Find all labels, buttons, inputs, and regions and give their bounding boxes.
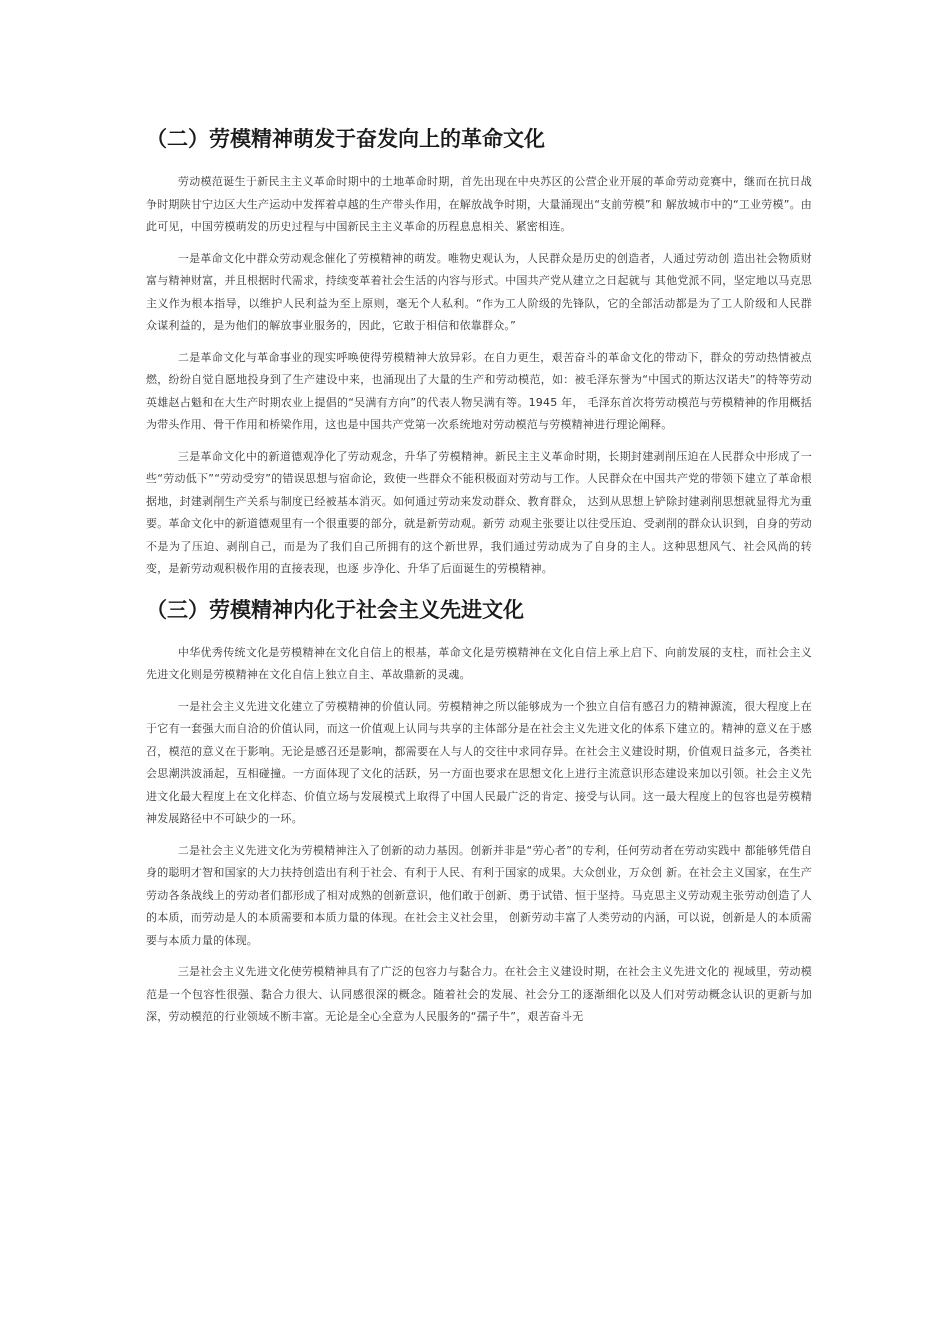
section-heading-2: （二）劳模精神萌发于奋发向上的革命文化 (146, 127, 545, 151)
paragraph: 中华优秀传统文化是劳模精神在文化自信上的根基，革命文化是劳模精神在文化自信上承上启下、向前发展的支柱，而社会主义先进文化则是劳模精神在文化自信上独立自主、革故鼎新的灵魂。 (146, 645, 812, 681)
paragraph: 三是社会主义先进文化使劳模精神具有了广泛的包容力与黏合力。在社会主义建设时期，在社会主义先进文化的 视域里，劳动模范是一个包容性很强、黏合力很大、认同感很深的概念。随着社会的发展、社会分工的逐渐细化以及人们对劳动概念认识的更新与加深，劳动模范的行业领域不断丰富。无论是全心全意为人民服务的“孺子牛”，艰苦奋斗无 (146, 965, 812, 1023)
paragraph: 二是革命文化与革命事业的现实呼唤使得劳模精神大放异彩。在自力更生，艰苦奋斗的革命文化的带动下，群众的劳动热情被点燃，纷纷自觉自愿地投身到了生产建设中来，也涌现出了大量的生产和劳动模范，如：被毛泽东誉为“中国式的斯达汉诺夫”的特等劳动英雄赵占魁和在大生产时期农业上提倡的“吴满有方向”的代表人物吴满有等。1945 年， 毛泽东首次将劳动模范与劳模精神的作用概括为带头作用、骨干作用和桥梁作用，这也是中国共产党第一次系统地对劳动模范与劳模精神进行理论阐释。 (146, 350, 812, 431)
paragraph: 二是社会主义先进文化为劳模精神注入了创新的动力基因。创新并非是“劳心者”的专利，任何劳动者在劳动实践中 都能够凭借自身的聪明才智和国家的大力扶持创造出有利于社会、有利于人民、有利于国家的成果。大众创业，万众创 新。在社会主义国家，在生产劳动各条战线上的劳动者们都形成了相对成熟的创新意识，他们敢于创新、勇于试错、恒于坚持。马克思主义劳动观主张劳动创造了人的本质，而劳动是人的本质需要和本质力量的体现。在社会主义社会里， 创新劳动丰富了人类劳动的内涵，可以说，创新是人的本质需要与本质力量的体现。 (146, 843, 812, 947)
paragraph: 三是革命文化中的新道德观净化了劳动观念，升华了劳模精神。新民主主义革命时期，长期封建剥削压迫在人民群众中形成了一些“劳动低下”“劳动受穷”的错误思想与宿命论，致使一些群众不能积极面对劳动与工作。人民群众在中国共产党的带领下建立了革命根据地，封建剥削生产关系与制度已经被基本消灭。如何通过劳动来发动群众、教育群众， 达到从思想上铲除封建剥削思想就显得尤为重要。革命文化中的新道德观里有一个很重要的部分，就是新劳动观。新劳 动观主张要让以往受压迫、受剥削的群众认识到，自身的劳动不是为了压迫、剥削自己，而是为了我们自己所拥有的这个新世界，我们通过劳动成为了自身的主人。这种思想风气、社会风尚的转变，是新劳动观积极作用的直接表现，也逐 步净化、升华了后面诞生的劳模精神。 (146, 449, 812, 575)
paragraph: 一是革命文化中群众劳动观念催化了劳模精神的萌发。唯物史观认为，人民群众是历史的创造者，人通过劳动创 造出社会物质财富与精神财富，并且根据时代需求，持续变革着社会生活的内容与形式。中国共产党从建立之日起就与 其他党派不同，坚定地以马克思主义作为根本指导，以维护人民利益为至上原则，毫无个人私利。“作为工人阶级的先锋队，它的全部活动都是为了工人阶级和人民群众谋利益的，是为他们的解放事业服务的，因此，它敢于相信和依靠群众。” (146, 251, 812, 332)
paragraph: 劳动模范诞生于新民主主义革命时期中的土地革命时期，首先出现在中央苏区的公营企业开展的革命劳动竞赛中，继而在抗日战争时期陕甘宁边区大生产运动中发挥着卓越的生产带头作用，在解放战争时期，大量涌现出“支前劳模”和 解放城市中的“工业劳模”。由此可见，中国劳模萌发的历史过程与中国新民主主义革命的历程息息相关、紧密相连。 (146, 175, 812, 233)
paragraph: 一是社会主义先进文化建立了劳模精神的价值认同。劳模精神之所以能够成为一个独立自信有感召力的精神源流，很大程度上在于它有一套强大而自洽的价值认同，而这一价值观上认同与共享的主体部分是在社会主义先进文化的体系下建立的。精神的意义在于感召，模范的意义在于影响。无论是感召还是影响，都需要在人与人的交往中求同存异。在社会主义建设时期，价值观日益多元，各类社会思潮洪波涌起，互相碰撞。一方面体现了文化的活跃，另一方面也要求在思想文化上进行主流意识形态建设来加以引领。社会主义先进文化最大程度上在文化样态、价值立场与发展模式上取得了中国人民最广泛的肯定、接受与认同。这一最大程度上的包容也是劳模精神发展路径中不可缺少的一环。 (146, 699, 812, 825)
document-body (146, 124, 812, 1038)
section-heading-3: （三）劳模精神内化于社会主义先进文化 (146, 597, 524, 622)
